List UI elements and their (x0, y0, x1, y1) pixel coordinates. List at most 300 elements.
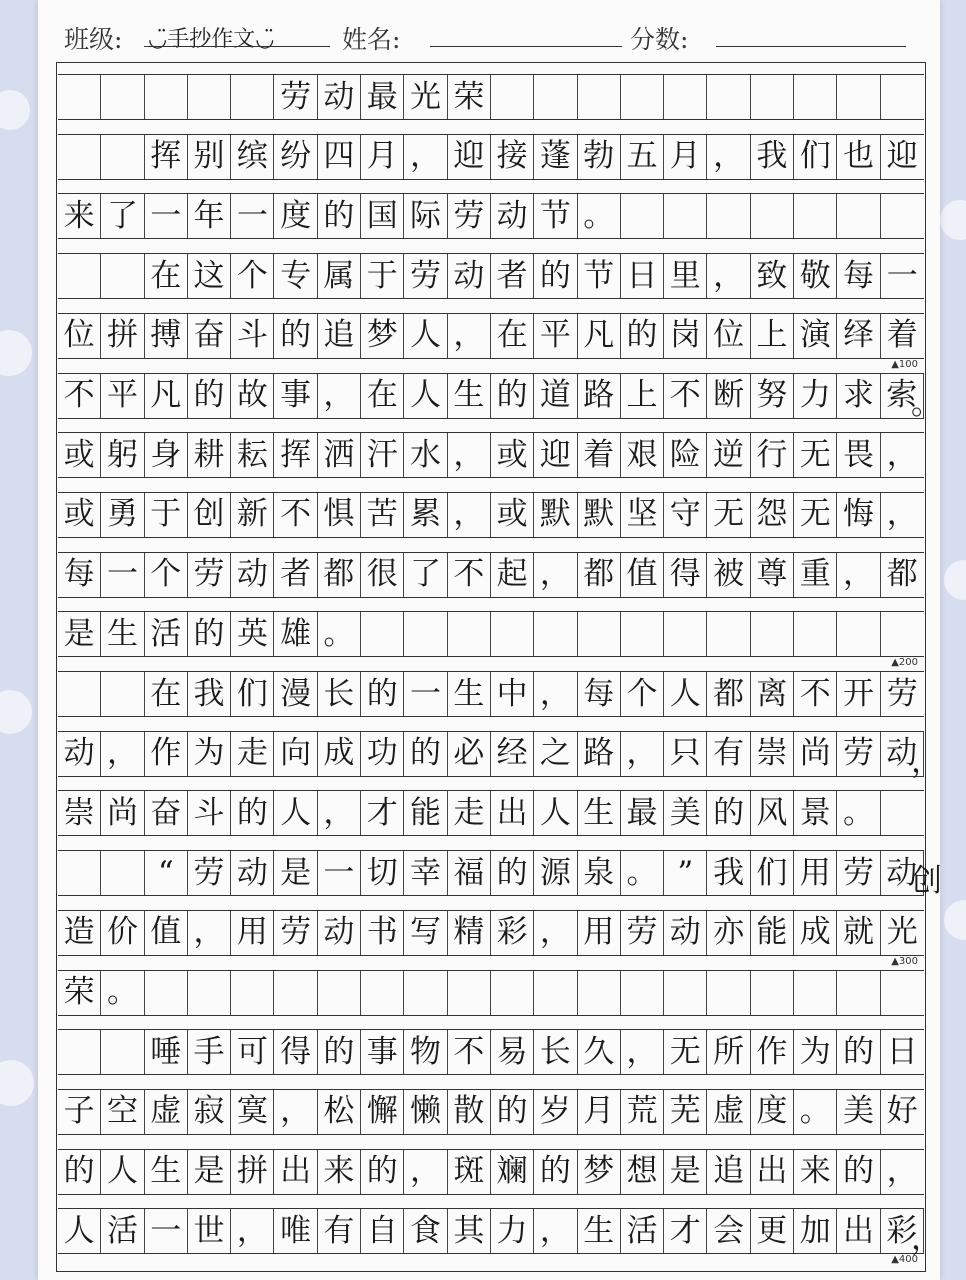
grid-cell: 长 (534, 1030, 577, 1074)
grid-cell: 懈 (361, 1090, 404, 1134)
grid-cell: 行 (751, 433, 794, 477)
grid-cell: 迎 (448, 135, 491, 179)
grid-cell: 者 (274, 553, 317, 597)
grid-cell: 唯 (274, 1209, 317, 1253)
grid-cell: 光 (404, 75, 447, 119)
grid-cell: 凡 (578, 314, 621, 358)
grid-cell: ， (707, 135, 750, 179)
grid-cell: 个 (621, 672, 664, 716)
grid-row (58, 671, 924, 717)
grid-cell: 尚 (101, 791, 144, 835)
grid-cell: ， (886, 496, 918, 533)
grid-cell: 是 (664, 1150, 707, 1194)
grid-cell: 勃 (578, 135, 621, 179)
grid-cell: 能 (751, 911, 794, 955)
grid-cell (621, 971, 664, 1015)
grid-cell: 守 (664, 493, 707, 537)
grid-cell: 惧 (318, 493, 361, 537)
grid-cell: 人 (58, 1209, 101, 1253)
class-label: 班级: (64, 25, 123, 54)
grid-cell: 属 (318, 254, 361, 298)
grid-cell: 默 (534, 493, 577, 537)
grid-cell (101, 75, 144, 119)
grid-cell: 用 (231, 911, 274, 955)
grid-cell (578, 75, 621, 119)
grid-cell: 每 (58, 553, 101, 597)
grid-cell: 月 (664, 135, 707, 179)
grid-cell (837, 971, 880, 1015)
grid-cell: “ (145, 851, 188, 895)
grid-cell: 新 (231, 493, 274, 537)
grid-cell: ， (534, 911, 577, 955)
grid-row (58, 790, 924, 836)
grid-cell: 生 (578, 1209, 621, 1253)
grid-cell: 书 (361, 911, 404, 955)
grid-cell: 就 (837, 911, 880, 955)
grid-cell: 的 (534, 1150, 577, 1194)
grid-cell (621, 612, 664, 656)
grid-cell: 演 (794, 314, 837, 358)
grid-cell: 一 (231, 194, 274, 238)
grid-cell: 日 (621, 254, 664, 298)
grid-cell: ， (534, 553, 577, 597)
overflow-punctuation: 创 (911, 863, 942, 900)
grid-cell: 的 (231, 791, 274, 835)
background-dot (940, 200, 966, 240)
grid-cell: 梦 (361, 314, 404, 358)
grid-row (58, 552, 924, 598)
grid-cell (58, 254, 101, 298)
grid-cell: 中 (491, 672, 534, 716)
grid-cell: 活 (145, 612, 188, 656)
grid-cell: 人 (101, 1150, 144, 1194)
grid-cell: 上 (621, 374, 664, 418)
grid-cell: 一 (404, 672, 447, 716)
grid-cell: 不 (274, 493, 317, 537)
grid-cell: 岁 (534, 1090, 577, 1134)
grid-cell: 向 (274, 732, 317, 776)
grid-cell: 位 (58, 314, 101, 358)
grid-cell: 洒 (318, 433, 361, 477)
grid-cell (231, 971, 274, 1015)
grid-cell: 了 (404, 553, 447, 597)
overflow-punctuation: 。 (911, 385, 942, 422)
grid-cell: 寞 (231, 1090, 274, 1134)
grid-cell: 作 (145, 732, 188, 776)
grid-cell: 个 (231, 254, 274, 298)
grid-cell: 或 (491, 433, 534, 477)
grid-cell (491, 971, 534, 1015)
grid-cell: 劳 (404, 254, 447, 298)
grid-cell (101, 254, 144, 298)
grid-cell: 事 (274, 374, 317, 418)
grid-cell: 想 (621, 1150, 664, 1194)
grid-cell: 不 (448, 553, 491, 597)
grid-cell: 风 (751, 791, 794, 835)
grid-cell: 生 (578, 791, 621, 835)
grid-cell: 劳 (188, 851, 231, 895)
grid-cell: 斗 (231, 314, 274, 358)
grid-cell: 才 (664, 1209, 707, 1253)
grid-row (58, 1149, 924, 1195)
grid-cell (578, 971, 621, 1015)
grid-cell: 蓬 (534, 135, 577, 179)
grid-cell: 得 (274, 1030, 317, 1074)
grid-cell: 拼 (231, 1150, 274, 1194)
grid-cell: 的 (318, 1030, 361, 1074)
grid-row (58, 850, 942, 900)
grid-cell: 了 (101, 194, 144, 238)
grid-cell (837, 612, 880, 656)
grid-cell: 雄 (274, 612, 317, 656)
grid-cell (58, 1030, 101, 1074)
grid-cell: 的 (491, 1090, 534, 1134)
grid-cell: 在 (361, 374, 404, 418)
grid-cell: 生 (145, 1150, 188, 1194)
grid-cell: 食 (404, 1209, 447, 1253)
grid-cell (621, 75, 664, 119)
grid-cell (664, 75, 707, 119)
grid-row (58, 74, 924, 120)
grid-cell: 这 (188, 254, 231, 298)
grid-cell: ， (448, 493, 491, 537)
grid-cell: 五 (621, 135, 664, 179)
grid-row (58, 1089, 924, 1135)
grid-cell: ， (404, 135, 447, 179)
grid-cell: 都 (886, 556, 918, 593)
grid-cell: 节 (578, 254, 621, 298)
grid-cell: 汗 (361, 433, 404, 477)
grid-cell: 漫 (274, 672, 317, 716)
grid-cell: 迎 (886, 138, 918, 175)
grid-cell: 的 (274, 314, 317, 358)
grid-cell: 崇 (58, 791, 101, 835)
grid-cell: 国 (361, 194, 404, 238)
grid-cell: 寂 (188, 1090, 231, 1134)
grid-cell: 劳 (274, 75, 317, 119)
grid-cell: 耕 (188, 433, 231, 477)
grid-cell: 也 (837, 135, 880, 179)
grid-cell: 值 (145, 911, 188, 955)
grid-cell: 来 (58, 194, 101, 238)
grid-cell: 每 (578, 672, 621, 716)
grid-cell: 所 (707, 1030, 750, 1074)
grid-cell: 生 (101, 612, 144, 656)
grid-cell: 力 (491, 1209, 534, 1253)
grid-cell: 的 (361, 1150, 404, 1194)
grid-cell: 幸 (404, 851, 447, 895)
grid-cell: 事 (361, 1030, 404, 1074)
grid-row (58, 432, 924, 478)
name-label: 姓名: (342, 25, 401, 54)
grid-row (58, 970, 924, 1016)
grid-cell: 福 (448, 851, 491, 895)
grid-cell: 人 (274, 791, 317, 835)
grid-cell: 出 (274, 1150, 317, 1194)
grid-cell: 凡 (145, 374, 188, 418)
grid-cell: 之 (534, 732, 577, 776)
word-count-marker: ▲200 (891, 657, 918, 669)
grid-cell: 好 (886, 1093, 918, 1130)
grid-cell: 畏 (837, 433, 880, 477)
grid-cell: 经 (491, 732, 534, 776)
grid-cell: 坚 (621, 493, 664, 537)
grid-cell: 来 (794, 1150, 837, 1194)
grid-cell: 们 (231, 672, 274, 716)
grid-row (58, 193, 924, 239)
grid-cell: 写 (404, 911, 447, 955)
grid-cell: 生 (448, 672, 491, 716)
grid-cell (101, 672, 144, 716)
grid-cell: 或 (491, 493, 534, 537)
grid-row (58, 611, 924, 657)
grid-cell (881, 971, 924, 1015)
grid-cell: 的 (491, 851, 534, 895)
grid-cell: 勇 (101, 493, 144, 537)
grid-cell: ， (448, 314, 491, 358)
grid-cell: 力 (794, 374, 837, 418)
grid-cell: 泉 (578, 851, 621, 895)
grid-cell: 路 (578, 374, 621, 418)
grid-cell: 不 (664, 374, 707, 418)
background-dot (0, 90, 30, 130)
grid-cell: 。 (578, 194, 621, 238)
grid-cell: ， (448, 433, 491, 477)
grid-cell: 耘 (231, 433, 274, 477)
grid-cell: 迎 (534, 433, 577, 477)
grid-cell (707, 194, 750, 238)
grid-cell: 。 (794, 1090, 837, 1134)
grid-cell: 功 (361, 732, 404, 776)
grid-cell: 劳 (837, 732, 880, 776)
grid-cell: 绎 (837, 314, 880, 358)
grid-cell: ， (534, 672, 577, 716)
grid-row (58, 134, 924, 180)
grid-cell: 是 (58, 612, 101, 656)
grid-cell: 虚 (707, 1090, 750, 1134)
grid-cell (881, 75, 924, 119)
grid-cell: 光 (886, 914, 918, 951)
composition-paper (38, 0, 940, 1280)
grid-cell: 上 (751, 314, 794, 358)
grid-cell: 创 (188, 493, 231, 537)
grid-cell: 物 (404, 1030, 447, 1074)
grid-cell: 更 (751, 1209, 794, 1253)
grid-cell: 一 (101, 553, 144, 597)
grid-cell: 源 (534, 851, 577, 895)
grid-cell: 必 (448, 732, 491, 776)
grid-cell: 最 (361, 75, 404, 119)
grid-cell: 斓 (491, 1150, 534, 1194)
grid-cell: 我 (751, 135, 794, 179)
grid-cell: 每 (837, 254, 880, 298)
grid-cell (145, 971, 188, 1015)
grid-cell: 走 (448, 791, 491, 835)
grid-cell: 易 (491, 1030, 534, 1074)
grid-cell: 艰 (621, 433, 664, 477)
grid-cell: 人 (664, 672, 707, 716)
grid-cell: 美 (664, 791, 707, 835)
grid-row (58, 492, 924, 538)
grid-cell: 或 (58, 493, 101, 537)
grid-cell (578, 612, 621, 656)
grid-cell: 敬 (794, 254, 837, 298)
grid-cell: 尚 (794, 732, 837, 776)
grid-cell: 挥 (274, 433, 317, 477)
grid-cell (751, 612, 794, 656)
grid-cell: 才 (361, 791, 404, 835)
grid-cell (751, 971, 794, 1015)
grid-cell: 动 (58, 732, 101, 776)
grid-cell: 活 (101, 1209, 144, 1253)
name-line (430, 46, 622, 47)
grid-cell: 的 (707, 791, 750, 835)
grid-cell: 来 (318, 1150, 361, 1194)
grid-cell (491, 612, 534, 656)
grid-cell: 最 (621, 791, 664, 835)
grid-cell: 值 (621, 553, 664, 597)
grid-cell: 造 (58, 911, 101, 955)
grid-cell: 很 (361, 553, 404, 597)
grid-cell (188, 971, 231, 1015)
grid-cell: 空 (101, 1090, 144, 1134)
grid-cell: 。 (318, 612, 361, 656)
grid-cell: 荣 (58, 971, 101, 1015)
grid-cell: 于 (361, 254, 404, 298)
grid-cell: 芜 (664, 1090, 707, 1134)
grid-cell: 精 (448, 911, 491, 955)
grid-cell: ， (886, 436, 918, 473)
grid-cell: 长 (318, 672, 361, 716)
grid-cell: 自 (361, 1209, 404, 1253)
grid-cell: 人 (534, 791, 577, 835)
grid-cell: 的 (361, 672, 404, 716)
grid-cell: 无 (794, 433, 837, 477)
grid-cell: 努 (751, 374, 794, 418)
grid-cell: 梦 (578, 1150, 621, 1194)
grid-cell: 都 (318, 553, 361, 597)
grid-cell: 为 (794, 1030, 837, 1074)
grid-cell: 年 (188, 194, 231, 238)
grid-cell (794, 971, 837, 1015)
grid-cell (707, 75, 750, 119)
grid-cell: 在 (145, 672, 188, 716)
grid-cell (361, 612, 404, 656)
background-dot (0, 1060, 34, 1106)
grid-cell: 离 (751, 672, 794, 716)
grid-cell: 劳 (886, 675, 918, 712)
grid-cell (448, 612, 491, 656)
grid-cell: ， (404, 1150, 447, 1194)
grid-cell: 位 (707, 314, 750, 358)
grid-cell: 着 (886, 317, 918, 354)
grid-cell: 出 (837, 1209, 880, 1253)
grid-cell: 。 (621, 851, 664, 895)
grid-cell (794, 75, 837, 119)
grid-cell: ， (886, 1153, 918, 1190)
grid-cell (794, 612, 837, 656)
grid-cell: 手 (188, 1030, 231, 1074)
grid-cell: 人 (404, 374, 447, 418)
grid-cell: 其 (448, 1209, 491, 1253)
grid-cell: 我 (707, 851, 750, 895)
grid-cell: 动 (491, 194, 534, 238)
grid-cell: 着 (578, 433, 621, 477)
grid-cell: 都 (578, 553, 621, 597)
grid-cell (58, 135, 101, 179)
grid-cell: ， (101, 732, 144, 776)
class-value: ◡̈手抄作文◡̈ (148, 27, 275, 52)
grid-cell: ， (318, 374, 361, 418)
grid-cell: 动 (664, 911, 707, 955)
grid-row (58, 731, 942, 780)
grid-cell: ， (274, 1090, 317, 1134)
grid-cell (751, 75, 794, 119)
grid-cell: 平 (101, 374, 144, 418)
grid-cell: 缤 (231, 135, 274, 179)
grid-cell: 岗 (664, 314, 707, 358)
grid-cell: 出 (751, 1150, 794, 1194)
grid-cell: 动 (231, 553, 274, 597)
background-dot (0, 690, 32, 734)
grid-cell (837, 75, 880, 119)
grid-cell: 不 (794, 672, 837, 716)
grid-row (58, 1029, 924, 1075)
grid-cell: 追 (707, 1150, 750, 1194)
grid-cell: 的 (188, 612, 231, 656)
grid-cell (231, 75, 274, 119)
grid-cell: 彩 (491, 911, 534, 955)
grid-cell (881, 194, 924, 238)
grid-cell: 水 (404, 433, 447, 477)
grid-cell: 都 (707, 672, 750, 716)
grid-cell: 搏 (145, 314, 188, 358)
grid-cell: 累 (404, 493, 447, 537)
grid-cell (361, 971, 404, 1015)
grid-cell: 景 (794, 791, 837, 835)
grid-cell: 尊 (751, 553, 794, 597)
grid-cell: 得 (664, 553, 707, 597)
grid-cell: 亦 (707, 911, 750, 955)
grid-cell: 的 (58, 1150, 101, 1194)
grid-cell (448, 971, 491, 1015)
grid-cell: 加 (794, 1209, 837, 1253)
grid-cell: 纷 (274, 135, 317, 179)
grid-cell: ， (188, 911, 231, 955)
grid-cell: 只 (664, 732, 707, 776)
grid-cell: 无 (664, 1030, 707, 1074)
grid-cell: ， (318, 791, 361, 835)
grid-cell: 一 (886, 257, 918, 294)
grid-cell: 劳 (274, 911, 317, 955)
grid-cell: 活 (621, 1209, 664, 1253)
grid-cell: 久 (578, 1030, 621, 1074)
grid-cell: 躬 (101, 433, 144, 477)
grid-cell: 故 (231, 374, 274, 418)
grid-cell: 开 (837, 672, 880, 716)
grid-cell: 有 (707, 732, 750, 776)
grid-cell: 四 (318, 135, 361, 179)
grid-cell: 专 (274, 254, 317, 298)
grid-cell: 出 (491, 791, 534, 835)
grid-cell: 。 (837, 791, 880, 835)
background-dot (0, 330, 32, 376)
grid-cell: 动 (881, 732, 924, 776)
grid-cell: 月 (361, 135, 404, 179)
grid-cell: 是 (274, 851, 317, 895)
grid-cell: 于 (145, 493, 188, 537)
grid-cell: 劳 (448, 194, 491, 238)
